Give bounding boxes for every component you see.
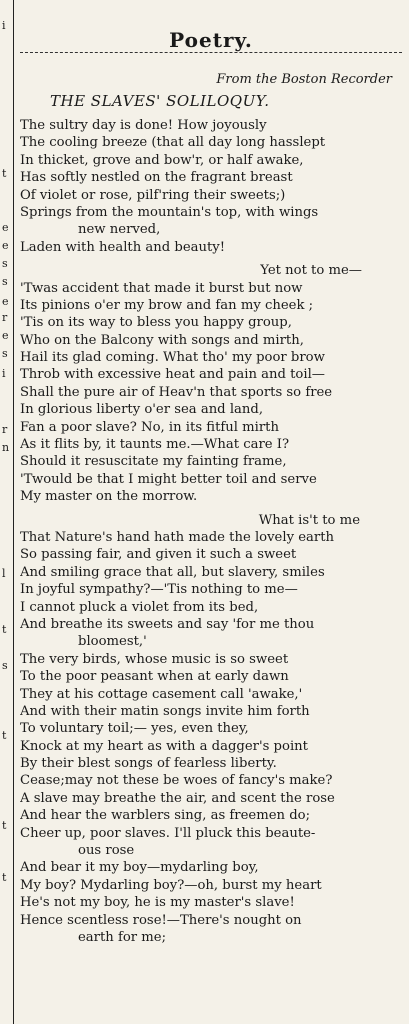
poem-line: And smiling grace that all, but slavery, smiles (20, 564, 325, 580)
poem-line: 'Tis on its way to bless you happy group, (20, 315, 292, 331)
margin-letter: e (2, 239, 9, 252)
margin-letter: s (2, 659, 8, 672)
margin-letter: e (2, 295, 9, 308)
margin-letter: e (2, 221, 9, 234)
poem-line: To voluntary toil;— yes, even they, (20, 721, 249, 737)
poem-line: My boy? Mydarling boy?—oh, burst my heart (20, 877, 322, 893)
poem-line: And hear the warblers sing, as freemen do; (20, 808, 311, 824)
margin-letter: e (2, 329, 9, 342)
poem-line: Shall the pure air of Heav'n that sports so free (20, 384, 333, 400)
margin-letter: i (2, 19, 6, 32)
poem-title: THE SLAVES' SOLILOQUY. (50, 92, 270, 110)
poem-line: Has softly nestled on the fragrant breast (20, 170, 293, 186)
poem-line: So passing fair, and given it such a sweet (20, 547, 297, 563)
poem-line: ous rose (78, 843, 135, 859)
poem-line: A slave may breathe the air, and scent the rose (20, 790, 335, 806)
poem-line: Cheer up, poor slaves. I'll pluck this beaute- (20, 825, 316, 841)
margin-letter: t (2, 623, 7, 636)
poem-line: bloomest,' (78, 634, 147, 650)
poem-line: Its pinions o'er my brow and fan my cheek ; (20, 297, 314, 313)
poem-line: In joyful sympathy?—'Tis nothing to me— (20, 582, 298, 598)
poem-line: Throb with excessive heat and pain and toil— (20, 367, 325, 383)
margin-letter: l (2, 567, 6, 580)
section-heading: Poetry. (169, 28, 253, 52)
poem-line: Laden with health and beauty! (20, 239, 226, 255)
poem-line: He's not my boy, he is my master's slave! (20, 895, 295, 911)
poem-body (20, 117, 402, 946)
poem-line: And breathe its sweets and say 'for me thou (20, 616, 315, 632)
poem-line: Springs from the mountain's top, with wings (20, 204, 319, 220)
poem-line: Who on the Balcony with songs and mirth, (20, 332, 304, 348)
poem-line: In thicket, grove and bow'r, or half awake, (20, 152, 304, 168)
poem-line: Of violet or rose, pilf'ring their sweets;) (20, 187, 286, 203)
poem-line: earth for me; (78, 929, 167, 945)
poem-line: To the poor peasant when at early dawn (20, 669, 289, 685)
margin-letter: r (2, 311, 8, 324)
poem-line: I cannot pluck a violet from its bed, (20, 599, 259, 615)
poem-line: The sultry day is done! How joyously (20, 118, 267, 133)
poem-line: 'Twas accident that made it burst but now (20, 280, 303, 296)
poem-line: That Nature's hand hath made the lovely earth (20, 529, 334, 545)
margin-letter: t (2, 729, 7, 742)
poem-line: The cooling breeze (that all day long hasslept (20, 135, 326, 151)
poem-line: 'Twould be that I might better toil and serve (20, 471, 317, 487)
margin-letter: s (2, 347, 8, 360)
poem-line: As it flits by, it taunts me.—What care I? (20, 437, 290, 453)
poem-line: And with their matin songs invite him forth (20, 703, 310, 719)
poem-line: Fan a poor slave? No, in its fitful mirth (20, 419, 279, 435)
poem-line: What is't to me (258, 512, 360, 528)
poem-line: In glorious liberty o'er sea and land, (20, 402, 264, 418)
margin-letter: t (2, 167, 7, 180)
margin-letter: r (2, 423, 8, 436)
margin-letter: i (2, 367, 6, 380)
poem-line: new nerved, (78, 222, 161, 238)
poem-line: Should it resuscitate my fainting frame, (20, 454, 287, 470)
poem-line: And bear it my boy—mydarling boy, (20, 860, 259, 876)
source-credit: From the Boston Recorder (216, 72, 392, 87)
poem-line: My master on the morrow. (20, 489, 198, 505)
margin-letter: n (2, 441, 10, 454)
poem-line: By their blest songs of fearless liberty. (20, 756, 277, 772)
poem-line: Hail its glad coming. What tho' my poor brow (20, 350, 325, 366)
poem-line: Yet not to me— (260, 263, 362, 279)
heading-divider (20, 52, 402, 53)
poem-line: Cease;may not these be woes of fancy's make? (20, 773, 333, 789)
poem-line: They at his cottage casement call 'awake,' (20, 686, 303, 702)
adjacent-column-fragments (0, 0, 12, 1024)
column-rule (13, 0, 14, 1024)
poem-line: The very birds, whose music is so sweet (20, 651, 289, 667)
margin-letter: t (2, 819, 7, 832)
margin-letter: s (2, 257, 8, 270)
margin-letter: t (2, 871, 7, 884)
margin-letter: s (2, 275, 8, 288)
poem-line: Hence scentless rose!—There's nought on (20, 912, 302, 928)
poem-line: Knock at my heart as with a dagger's point (20, 738, 308, 754)
